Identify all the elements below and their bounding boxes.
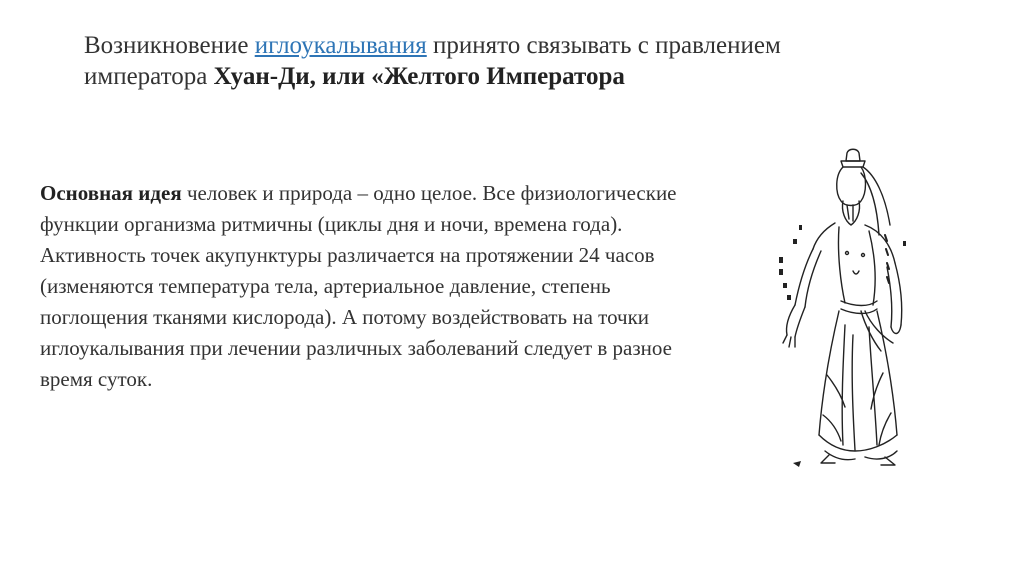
acupuncture-figure-illustration [765, 145, 935, 475]
paragraph-lead: Основная идея [40, 181, 182, 205]
paragraph-text: человек и природа – одно целое. Все физиологические функции организма ритмичны (циклы дня и ночи, времена года). Активность точек акупунктуры различается на протяжении 24 часов (изменяются температура тела, артериальное давление, степень поглощения тканями кислорода). А потому воздействовать на точки иглоукалывания при лечении различных заболеваний следует в разное время суток. [40, 181, 677, 391]
title-bold-emperor: Хуан-Ди, или «Желтого Императора [213, 63, 625, 90]
main-paragraph [40, 178, 710, 395]
title-text-part1: Возникновение [84, 32, 255, 59]
acupuncture-link[interactable]: иглоукалывания [254, 32, 427, 59]
slide-title [84, 30, 784, 92]
title-text-part2: принято связывать с правлением императора [84, 32, 781, 90]
